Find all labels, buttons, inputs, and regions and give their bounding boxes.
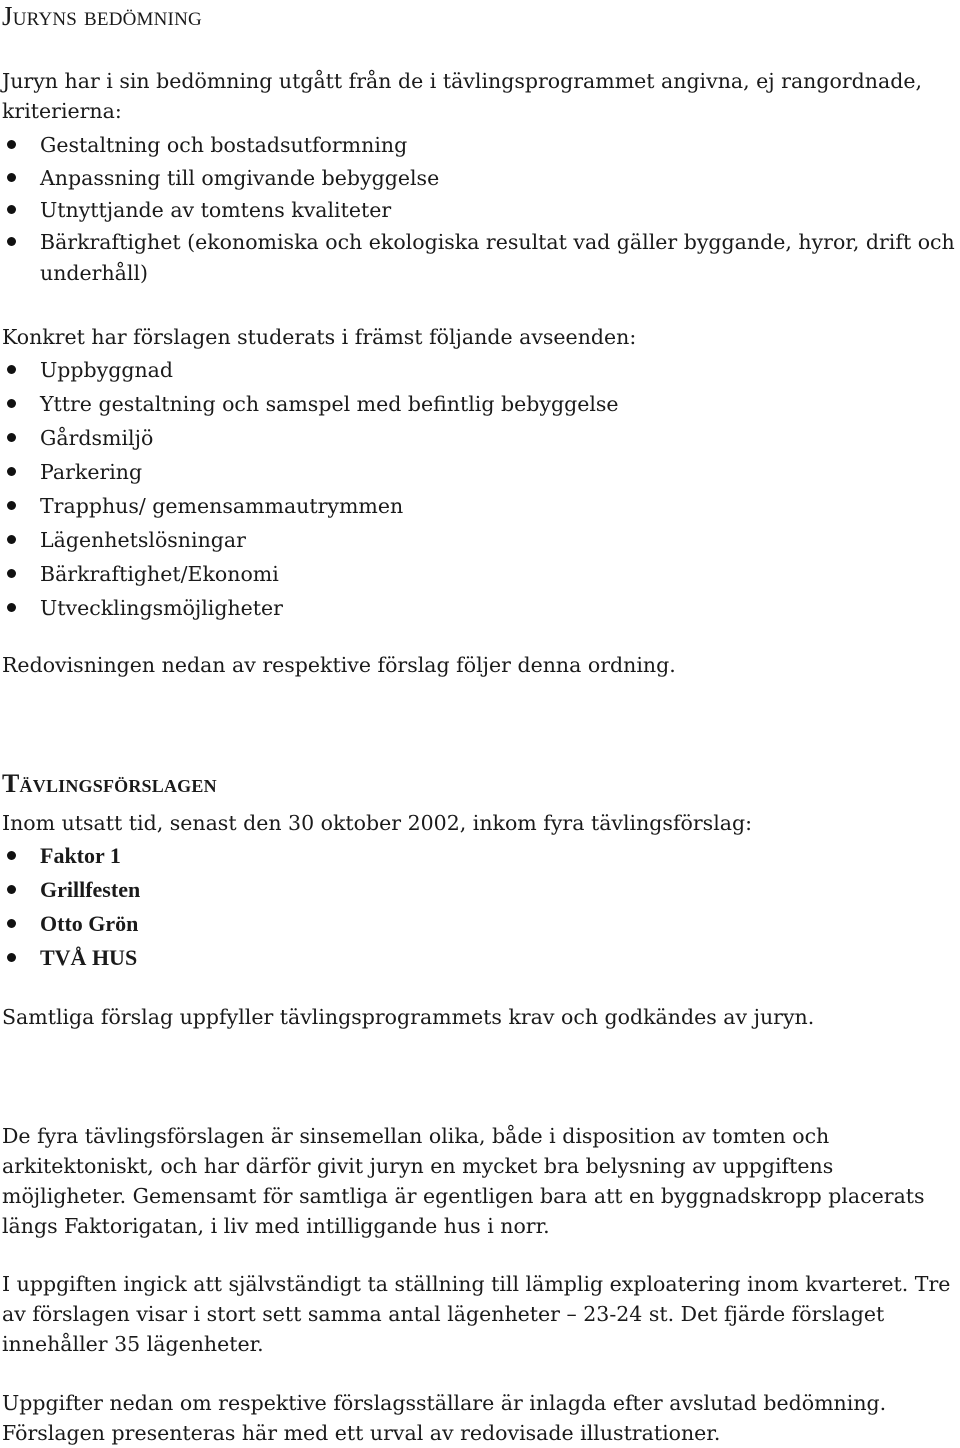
list-item: Uppbyggnad xyxy=(2,353,956,387)
list-item: Parkering xyxy=(2,455,956,489)
list-item: Otto Grön xyxy=(2,907,956,941)
list-item: Lägenhetslösningar xyxy=(2,523,956,557)
list-item: TVÅ HUS xyxy=(2,941,956,975)
body-paragraph-3: Uppgifter nedan om respektive förslagsställare är inlagda efter avslutad bedömning. Förslagen presenteras här med ett urval av redovisade illustrationer. xyxy=(2,1391,887,1445)
list-item: Gårdsmiljö xyxy=(2,421,956,455)
list-item: Yttre gestaltning och samspel med befintlig bebyggelse xyxy=(2,387,956,421)
bullet-icon xyxy=(4,194,18,227)
aspects-list xyxy=(2,353,956,625)
list-item: Grillfesten xyxy=(2,873,956,907)
section-heading-jury-assessment: Juryns bedömning xyxy=(2,1,202,31)
approval-paragraph: Samtliga förslag uppfyller tävlingsprogrammets krav och godkändes av juryn. xyxy=(2,1005,815,1029)
bullet-icon xyxy=(4,387,18,421)
section-heading-proposals: Tävlingsförslagen xyxy=(2,769,217,798)
bullet-icon xyxy=(4,489,18,523)
list-item: Gestaltning och bostadsutformning xyxy=(2,129,956,162)
bullet-icon xyxy=(4,557,18,591)
proposals-list xyxy=(2,839,956,975)
list-item: Bärkraftighet (ekonomiska och ekologiska resultat vad gäller byggande, hyror, drift och underhåll) xyxy=(2,227,956,289)
bullet-icon xyxy=(4,227,18,258)
criteria-list xyxy=(2,129,956,289)
proposals-intro-paragraph: Inom utsatt tid, senast den 30 oktober 2002, inkom fyra tävlingsförslag: xyxy=(2,811,753,835)
list-item: Utnyttjande av tomtens kvaliteter xyxy=(2,194,956,227)
list-item: Utvecklingsmöjligheter xyxy=(2,591,956,625)
aspects-intro-paragraph: Konkret har förslagen studerats i främst följande avseenden: xyxy=(2,325,637,349)
bullet-icon xyxy=(4,523,18,557)
order-note-paragraph: Redovisningen nedan av respektive förslag följer denna ordning. xyxy=(2,653,676,677)
body-paragraph-1: De fyra tävlingsförslagen är sinsemellan olika, både i disposition av tomten och arkitektoniskt, och har därför givit juryn en mycket bra belysning av uppgiftens möjligheter. Gemensamt för samtliga är egentligen bara att en byggnadskropp placerats längs Faktorigatan, i liv med intilliggande hus i norr. xyxy=(2,1124,925,1238)
bullet-icon xyxy=(4,353,18,387)
bullet-icon xyxy=(4,591,18,625)
bullet-icon xyxy=(4,162,18,195)
intro-paragraph: Juryn har i sin bedömning utgått från de i tävlingsprogrammet angivna, ej rangordnade, kriterierna: xyxy=(2,69,922,123)
bullet-icon xyxy=(4,873,18,907)
bullet-icon xyxy=(4,421,18,455)
bullet-icon xyxy=(4,129,18,162)
bullet-icon xyxy=(4,455,18,489)
bullet-icon xyxy=(4,907,18,941)
bullet-icon xyxy=(4,941,18,975)
list-item: Faktor 1 xyxy=(2,839,956,873)
list-item: Trapphus/ gemensammautrymmen xyxy=(2,489,956,523)
list-item: Bärkraftighet/Ekonomi xyxy=(2,557,956,591)
body-paragraph-2: I uppgiften ingick att självständigt ta ställning till lämplig exploatering inom kvarteret. Tre av förslagen visar i stort sett samma antal lägenheter – 23-24 st. Det fjärde förslaget innehåller 35 lägenheter. xyxy=(2,1272,951,1356)
list-item: Anpassning till omgivande bebyggelse xyxy=(2,162,956,195)
bullet-icon xyxy=(4,839,18,873)
